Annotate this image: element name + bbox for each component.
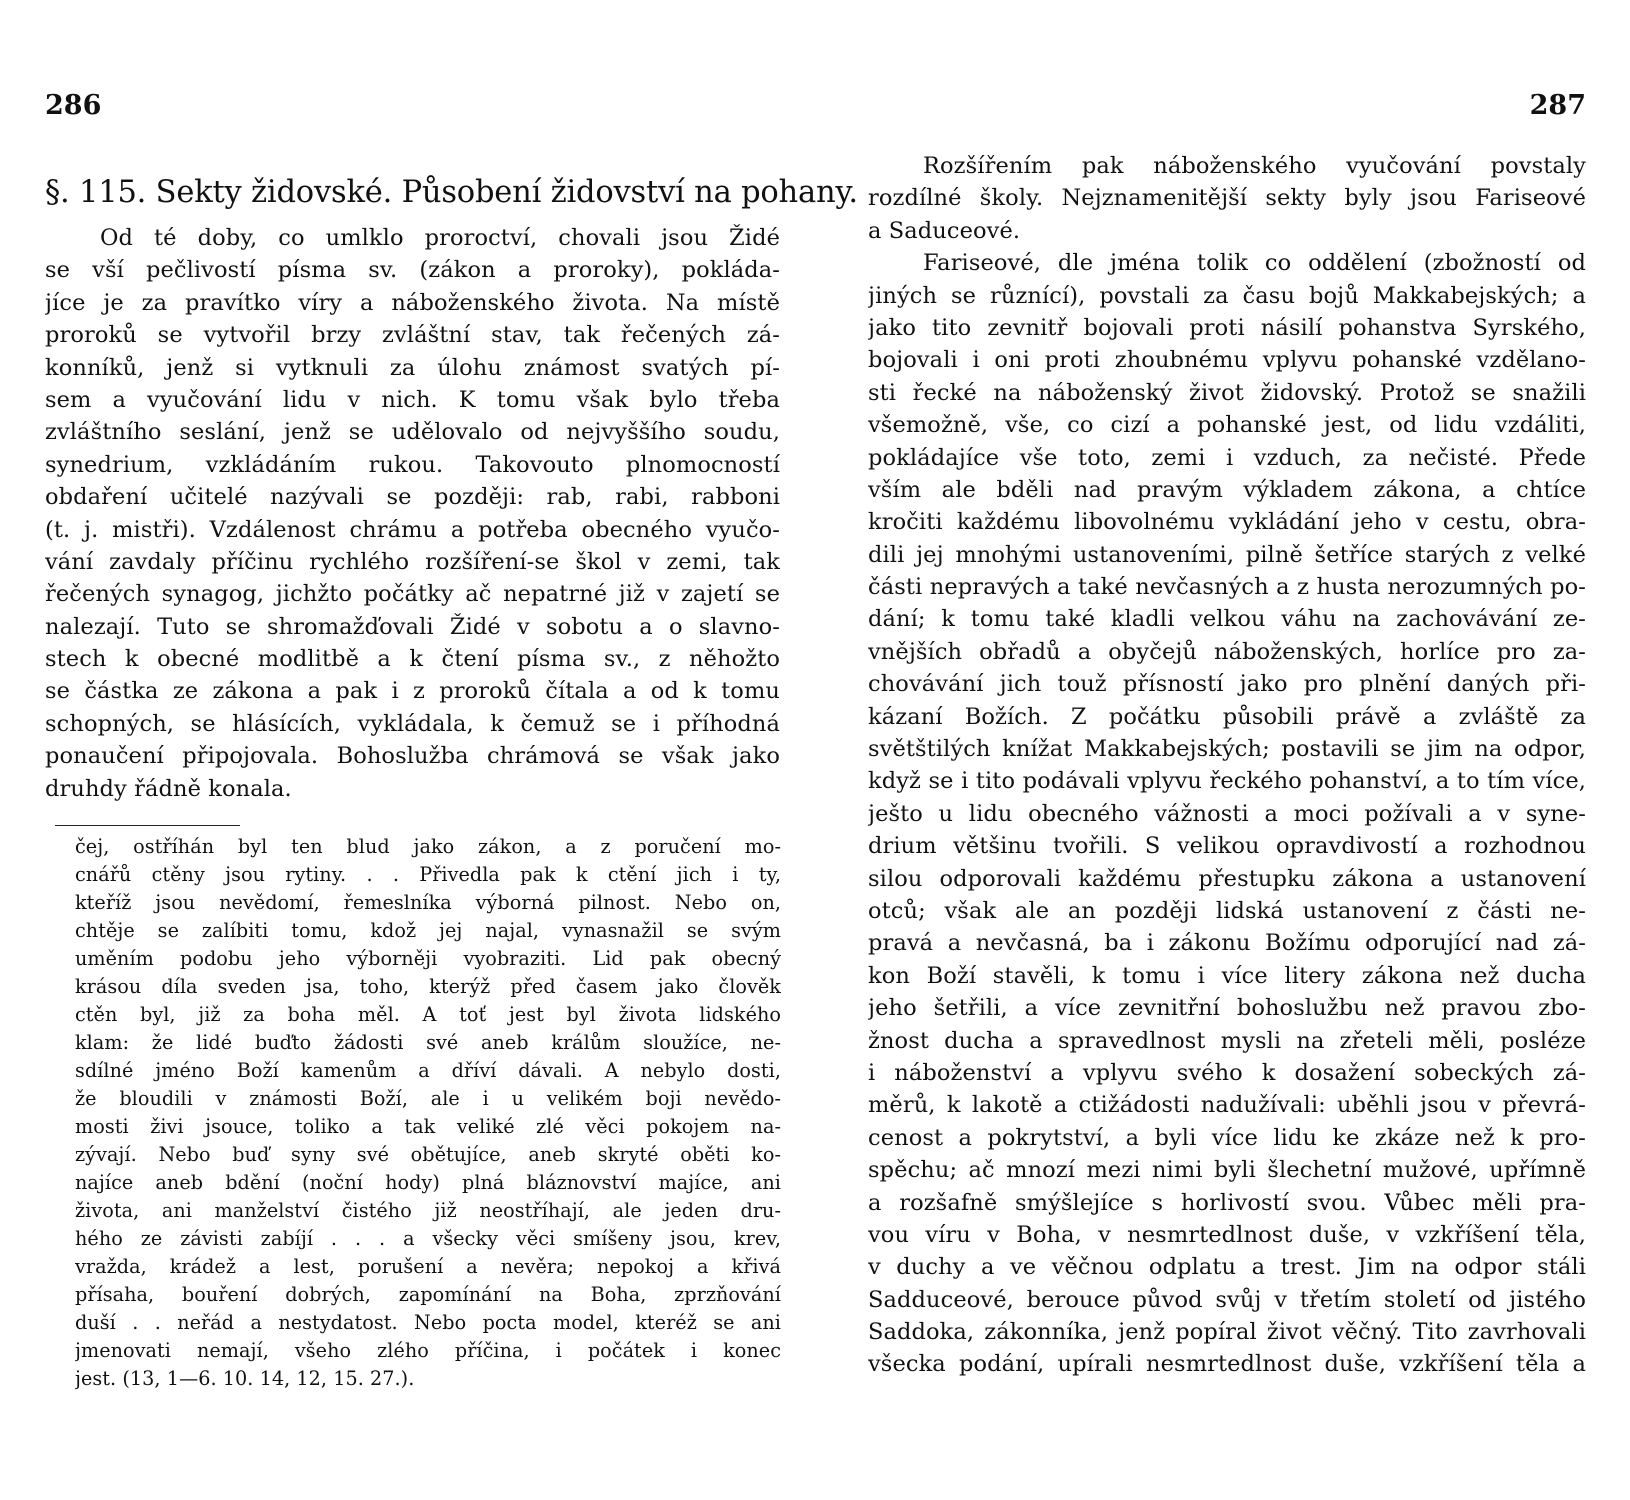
footnote-line: že bloudili v známosti Boží, ale i u velikém boji nevědo- <box>75 1087 781 1110</box>
text-line: chovávání jich touž přísností jako pro plnění daných při- <box>868 671 1586 698</box>
body-text <box>868 150 1586 1381</box>
footnote-line: cnářů ctěny jsou rytiny. . . Přivedla pak k ctění jich i ty, <box>75 863 781 886</box>
text-line: světštilých knížat Makkabejských; postavili se jim na odpor, <box>868 736 1586 763</box>
footnote-divider <box>55 825 240 826</box>
footnote-line: klam: že lidé buďto žádosti své aneb králům sloužíce, ne- <box>75 1031 781 1054</box>
text-line: a Saduceové. <box>868 217 1021 244</box>
footnote-line: najíce aneb bdění (noční hody) plná bláznovství majíce, ani <box>75 1171 781 1194</box>
footnote-line: krásou díla sveden jsa, toho, kterýž před časem jako člověk <box>75 975 781 998</box>
text-line: ješto u lidu obecného vážnosti a moci požívali a v syne- <box>868 800 1586 827</box>
footnote-line: uměním podobu jeho výborněji vyobraziti. Lid pak obecný <box>75 947 781 970</box>
text-line: Od té doby, co umlklo proroctví, chovali jsou Židé <box>100 225 780 251</box>
text-line: obdaření učitelé nazývali se později: rab, rabi, rabboni <box>45 484 780 511</box>
text-line: když se i tito podávali vplyvu řeckého pohanství, a to tím více, <box>868 768 1586 795</box>
text-line: schopných, se hlásících, vykládala, k čemuž se i příhodná <box>45 710 780 737</box>
text-line: Fariseové, dle jména tolik co oddělení (zbožností od <box>923 250 1586 277</box>
footnote-line: mosti živi jsouce, toliko a tak veliké zlé věci pokojem na- <box>75 1115 781 1138</box>
footnote-line: duší . . neřád a nestydatost. Nebo pocta model, kteréž se ani <box>75 1311 781 1334</box>
text-line: vou víru v Boha, v nesmrtedlnost duše, v vzkříšení těla, <box>868 1221 1586 1248</box>
footnote-line: ctěn byl, již za boha měl. A toť jest byl života lidského <box>75 1003 781 1026</box>
text-line: jako tito zevnitř bojovali proti násilí pohanstva Syrského, <box>868 314 1586 341</box>
text-line: Saddoka, zákonníka, jenž popíral život věčný. Tito zavrhovali <box>868 1319 1586 1346</box>
text-line: pokládajíce vše toto, zemi i vzduch, za nečisté. Přede <box>868 444 1586 471</box>
page-number: 286 <box>45 90 102 121</box>
footnote-line: sdílné jméno Boží kamenům a dříví dávali. A nebylo dosti, <box>75 1059 781 1082</box>
footnote-line: jmenovati nemají, všeho zlého příčina, i počátek i konec <box>75 1339 781 1362</box>
footnote-line: přísaha, bouření dobrých, zapomínání na Boha, zprzňování <box>75 1283 781 1306</box>
text-line: spěchu; ač mnozí mezi nimi byli šlechetní mužové, upřímně <box>868 1157 1586 1184</box>
text-line: otců; však ale an později lidská ustanovení z části ne- <box>868 897 1586 924</box>
text-line: jiných se různící), povstali za času bojů Makkabejských; a <box>868 282 1586 309</box>
section-title: §. 115. Sekty židovské. Působení židovství na pohany. <box>45 175 858 210</box>
text-line: silou odporovali každému přestupku zákona a ustanovení <box>868 865 1586 892</box>
text-line: bojovali i oni proti zhoubnému vplyvu pohanské vzdělano- <box>868 347 1586 374</box>
text-line: dili jej mnohými ustanoveními, pilně šetříce starých z velké <box>868 541 1586 568</box>
text-line: rozdílné školy. Nejznamenitější sekty byly jsou Fariseové <box>868 185 1586 212</box>
text-line: se částka ze zákona a pak i z proroků čítala a od k tomu <box>45 678 780 705</box>
text-line: kon Boží stavěli, k tomu i více litery zákona než ducha <box>868 962 1586 989</box>
text-line: v duchy a ve věčnou odplatu a trest. Jim na odpor stáli <box>868 1254 1586 1281</box>
text-line: proroků se vytvořil brzy zvláštní stav, tak řečených zá- <box>45 322 780 349</box>
footnote-line: jest. (13, 1—6. 10. 14, 12, 15. 27.). <box>75 1367 415 1390</box>
text-line: Sadduceové, berouce původ svůj v třetím století od jistého <box>868 1286 1586 1313</box>
page-number: 287 <box>1529 90 1586 121</box>
body-text <box>45 222 780 805</box>
text-line: žnost ducha a spravedlnost mysli na zřeteli měli, posléze <box>868 1027 1586 1054</box>
text-line: jeho šetřili, a více zevnitřní bohoslužbu než pravou zbo- <box>868 995 1586 1022</box>
text-line: kázaní Božích. Z počátku působili právě a zvláště za <box>868 703 1586 730</box>
text-line: kročiti každému libovolnému vykládání jeho v cestu, obra- <box>868 509 1586 536</box>
text-line: vání zavdaly příčinu rychlého rozšíření-se škol v zemi, tak <box>45 548 780 575</box>
footnote-line: chtěje se zalíbiti tomu, kdož jej najal, vynasnažil se svým <box>75 919 781 942</box>
text-line: jíce je za pravítko víry a náboženského života. Na místě <box>45 289 780 316</box>
footnote-line: vražda, krádež a lest, porušení a nevěra; nepokoj a křivá <box>75 1255 781 1278</box>
footnote <box>75 833 781 1393</box>
footnote-line: hého ze závisti zabíjí . . . a všecky věci smíšeny jsou, krev, <box>75 1227 781 1250</box>
footnote-line: kteříž jsou nevědomí, řemeslníka výborná pilnost. Nebo on, <box>75 891 781 914</box>
text-line: druhdy řádně konala. <box>45 775 292 802</box>
text-line: vnějších obřadů a obyčejů náboženských, horlíce pro za- <box>868 638 1586 665</box>
text-line: nalezají. Tuto se shromažďovali Židé v sobotu a o slavno- <box>45 613 780 640</box>
text-line: cenost a pokrytství, a byli více lidu ke zkáze než k pro- <box>868 1124 1586 1151</box>
text-line: stech k obecné modlitbě a k čtení písma sv., z něhožto <box>45 646 780 673</box>
text-line: vším ale bděli nad pravým výkladem zákona, a chtíce <box>868 476 1586 503</box>
text-line: i náboženství a vplyvu svého k dosažení sobeckých zá- <box>868 1059 1586 1086</box>
footnote-line: zývají. Nebo buď syny své obětujíce, aneb skryté oběti ko- <box>75 1143 781 1166</box>
footnote-line: života, ani manželství čistého již neostříhají, ale jeden dru- <box>75 1199 781 1222</box>
text-line: měrů, k lakotě a ctižádosti nadužívali: uběhli jsou v převrá- <box>868 1092 1586 1119</box>
footnote-line: čej, ostříhán byl ten blud jako zákon, a z poručení mo- <box>75 835 781 858</box>
text-line: všemožně, vše, co cizí a pohanské jest, od lidu vzdáliti, <box>868 412 1586 439</box>
text-line: konníků, jenž si vytknuli za úlohu známost svatých pí- <box>45 354 780 381</box>
text-line: dání; k tomu také kladli velkou váhu na zachovávání ze- <box>868 606 1586 633</box>
text-line: drium většinu tvořili. S velikou opravdivostí a rozhodnou <box>868 833 1586 860</box>
text-line: zvláštního seslání, jenž se udělovalo od nejvyššího soudu, <box>45 419 780 446</box>
text-line: se vší pečlivostí písma sv. (zákon a proroky), pokláda- <box>45 257 780 284</box>
text-line: synedrium, vzkládáním rukou. Takovouto plnomocností <box>45 451 780 478</box>
text-line: řečených synagog, jichžto počátky ač nepatrné již v zajetí se <box>45 581 780 608</box>
text-line: ponaučení připojovala. Bohoslužba chrámová se však jako <box>45 743 780 770</box>
text-line: Rozšířením pak náboženského vyučování povstaly <box>923 153 1586 179</box>
text-line: sem a vyučování lidu v nich. K tomu však bylo třeba <box>45 386 780 413</box>
text-line: pravá a nevčasná, ba i zákonu Božímu odporující nad zá- <box>868 930 1586 957</box>
text-line: (t. j. mistři). Vzdálenost chrámu a potřeba obecného vyučo- <box>45 516 780 543</box>
text-line: a rozšafně smýšlejíce s horlivostí svou. Vůbec měli pra- <box>868 1189 1586 1216</box>
text-line: sti řecké na náboženský život židovský. Protož se snažili <box>868 379 1586 406</box>
text-line: všecka podání, upírali nesmrtedlnost duše, vzkříšení těla a <box>868 1351 1586 1378</box>
text-line: části nepravých a také nevčasných a z husta nerozumných po- <box>868 574 1586 601</box>
